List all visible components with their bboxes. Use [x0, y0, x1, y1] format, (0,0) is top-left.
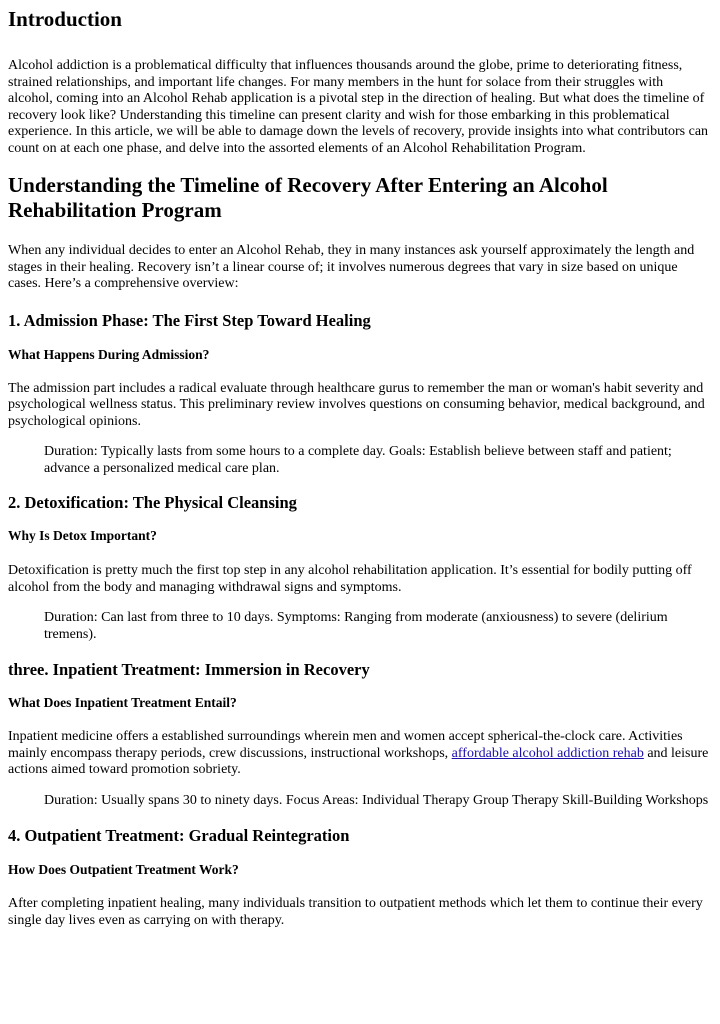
- detox-paragraph: Detoxification is pretty much the first top step in any alcohol rehabilitation application. It’s essential for bodily putting off alcohol from the body and managing withdrawal signs and symptoms.: [8, 563, 692, 595]
- admission-paragraph: The admission part includes a radical evaluate through healthcare gurus to remember the man or woman's habit severity and psychological wellness status. This preliminary review involves questions on consuming behavior, medical background, and psychological opinions.: [8, 380, 705, 429]
- inpatient-paragraph: [8, 729, 710, 779]
- detox-quote: Duration: Can last from three to 10 days. Symptoms: Ranging from moderate (anxiousness) to severe (delirium tremens).: [44, 610, 668, 642]
- outpatient-subheading: How Does Outpatient Treatment Work?: [8, 862, 239, 877]
- affordable-rehab-link[interactable]: affordable alcohol addiction rehab: [451, 745, 644, 761]
- admission-quote: Duration: Typically lasts from some hours to a complete day. Goals: Establish believe between staff and patient; advance a personalized medical care plan.: [44, 444, 672, 476]
- timeline-heading: Understanding the Timeline of Recovery After Entering an Alcohol Rehabilitation Program: [8, 173, 608, 222]
- admission-subheading: What Happens During Admission?: [8, 346, 210, 362]
- detox-subheading: Why Is Detox Important?: [8, 528, 157, 543]
- inpatient-quote: Duration: Usually spans 30 to ninety days. Focus Areas: Individual Therapy Group Therapy Skill-Building Workshops: [44, 792, 709, 808]
- outpatient-paragraph: After completing inpatient healing, many individuals transition to outpatient methods which let them to continue their every single day lives even as carrying on with therapy.: [8, 896, 703, 928]
- intro-paragraph: Alcohol addiction is a problematical difficulty that influences thousands around the globe, prime to deteriorating fitness, strained relationships, and important life changes. For many members in the hunt for solace from their struggles with alcohol, coming into an Alcohol Rehab application is a pivotal step in the direction of healing. But what does the timeline of recovery look like? Understanding this timeline can present clarity and wish for those embarking in this problematical experience. In this article, we will be able to damage down the levels of recovery, provide insights into what contributors can count on at each one phase, and delve into the assorted elements of an Alcohol Rehabilitation Program.: [8, 58, 709, 156]
- admission-heading: 1. Admission Phase: The First Step Toward Healing: [8, 310, 371, 330]
- inpatient-subheading: What Does Inpatient Treatment Entail?: [8, 695, 237, 710]
- article: [0, 7, 720, 929]
- inpatient-paragraph-start: Inpatient medicine offers a established surroundings wherein men and women accept spherical-the-clock care. Activities mainly encompass therapy periods, crew discussions, instructional workshops,: [8, 729, 683, 761]
- inpatient-paragraph-end: and leisure actions aimed toward promotion sobriety.: [8, 745, 709, 777]
- detox-heading: 2. Detoxification: The Physical Cleansing: [8, 493, 297, 512]
- timeline-paragraph: When any individual decides to enter an Alcohol Rehab, they in many instances ask yourself approximately the length and stages in their healing. Recovery isn’t a linear course of; it involves numerous degrees that vary in size based on unique cases. Here’s a comprehensive overview:: [8, 243, 695, 291]
- inpatient-heading: three. Inpatient Treatment: Immersion in Recovery: [8, 660, 370, 679]
- intro-heading: Introduction: [8, 7, 122, 31]
- outpatient-heading: 4. Outpatient Treatment: Gradual Reintegration: [8, 826, 350, 845]
